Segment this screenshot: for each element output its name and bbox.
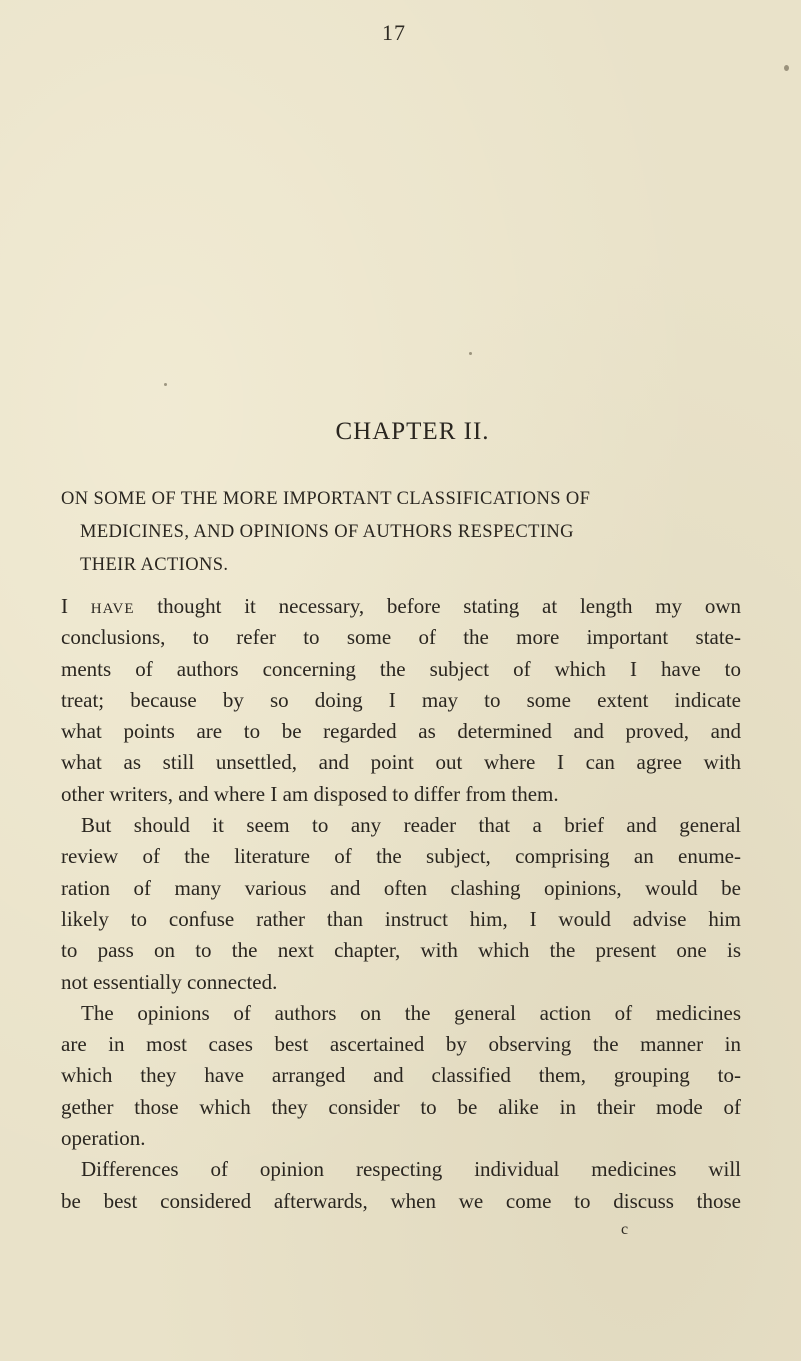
body-line: treat; because by so doing I may to some extent indicate <box>61 687 741 712</box>
body-line: what points are to be regarded as determined and proved, and <box>61 719 741 744</box>
subtitle-line: ON SOME OF THE MORE IMPORTANT CLASSIFICATIONS OF <box>61 489 591 509</box>
chapter-title: CHAPTER II. <box>335 418 490 445</box>
body-line-text: thought it necessary, before stating at length my own <box>134 594 741 618</box>
body-line: But should it seem to any reader that a brief and general <box>81 813 741 838</box>
body-line: likely to confuse rather than instruct him, I would advise him <box>61 906 741 931</box>
page-number: 17 <box>382 20 406 45</box>
body-line: ration of many various and often clashing opinions, would be <box>61 875 741 900</box>
body-line: review of the literature of the subject, comprising an enume- <box>61 844 741 869</box>
opening-smallcaps: have <box>90 594 135 618</box>
body-line: to pass on to the next chapter, with which the present one is <box>61 938 741 963</box>
paper-speck <box>784 65 789 71</box>
body-line: conclusions, to refer to some of the more important state- <box>61 625 741 650</box>
body-line: are in most cases best ascertained by observing the manner in <box>61 1032 741 1057</box>
body-line: operation. <box>61 1126 146 1151</box>
body-line: gether those which they consider to be alike in their mode of <box>61 1094 741 1119</box>
body-line: other writers, and where I am disposed to differ from them. <box>61 781 559 806</box>
paper-speck <box>469 352 472 355</box>
opening-letter: I <box>61 594 68 618</box>
signature-mark: c <box>621 1221 629 1238</box>
body-line: be best considered afterwards, when we come to discuss those <box>61 1188 741 1213</box>
paper-speck <box>164 383 167 386</box>
subtitle-line: MEDICINES, AND OPINIONS OF AUTHORS RESPECTING <box>80 522 574 542</box>
body-line <box>61 591 741 622</box>
body-text <box>61 591 741 1217</box>
body-line: ments of authors concerning the subject of which I have to <box>61 656 741 681</box>
chapter-subtitle <box>61 483 741 582</box>
body-line: not essentially connected. <box>61 969 278 994</box>
body-line: what as still unsettled, and point out where I can agree with <box>61 750 741 775</box>
subtitle-line: THEIR ACTIONS. <box>80 555 229 575</box>
body-line: The opinions of authors on the general action of medicines <box>81 1000 741 1025</box>
body-line: Differences of opinion respecting individual medicines will <box>81 1157 741 1182</box>
body-line: which they have arranged and classified them, grouping to- <box>61 1063 741 1088</box>
